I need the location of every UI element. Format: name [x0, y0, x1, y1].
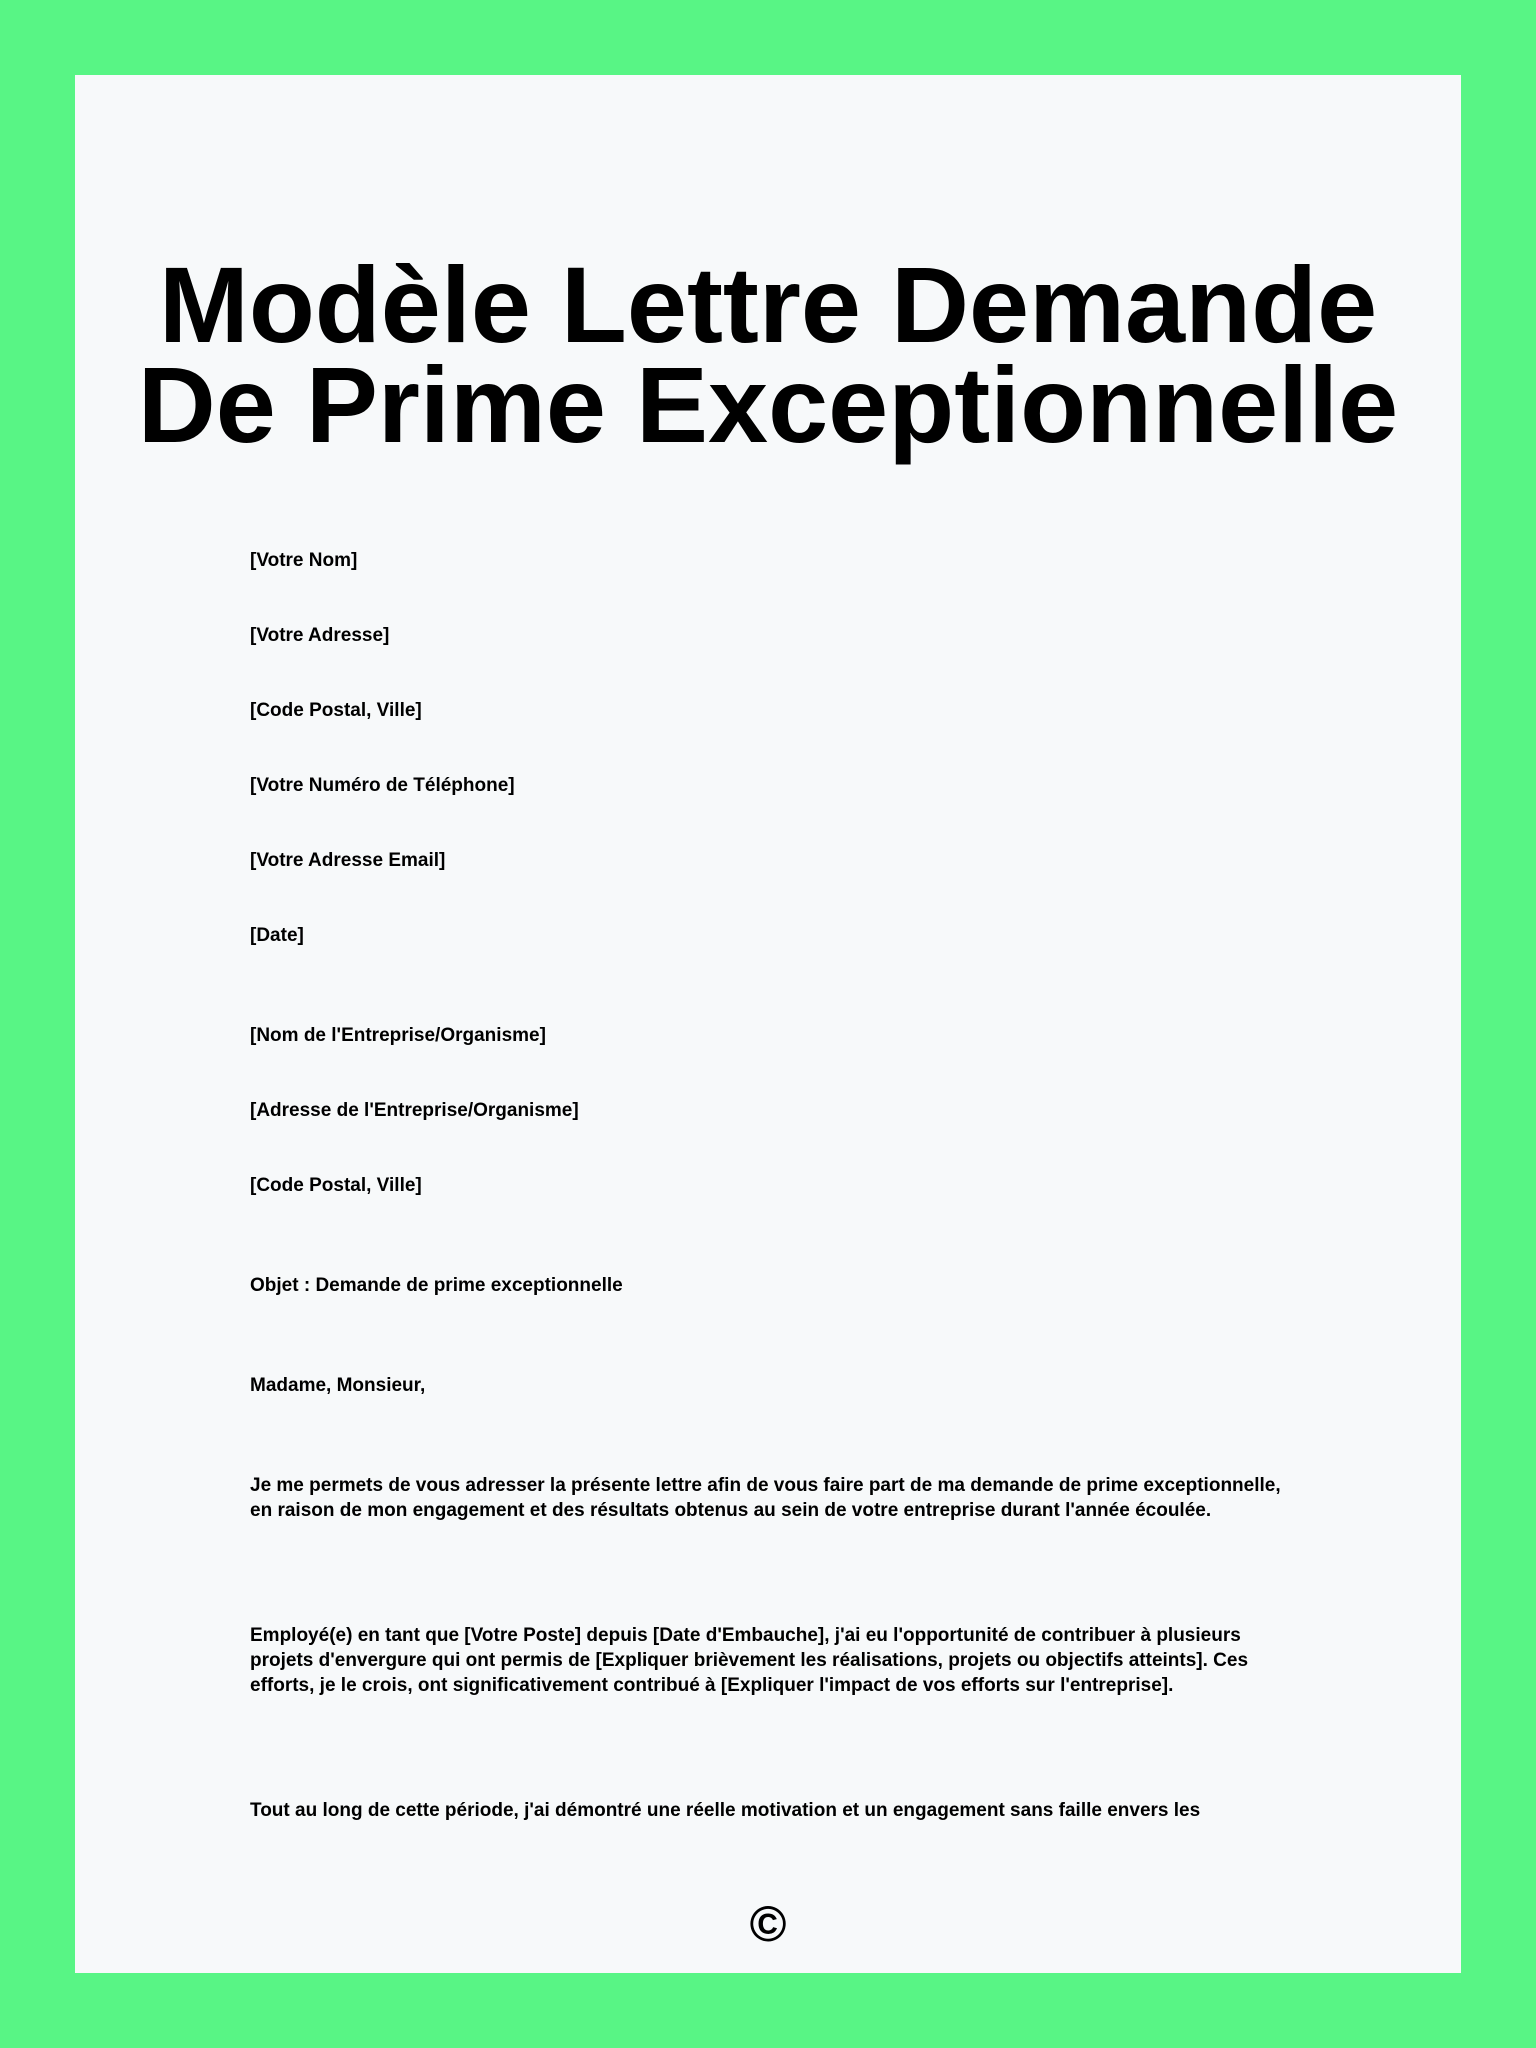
letter-paragraph: Employé(e) en tant que [Votre Poste] depuis [Date d'Embauche], j'ai eu l'opportunité de contribuer à plusieurs projets d'envergure qui ont permis de [Expliquer brièvement les réalisations, projets ou objectifs atteints]. Ces efforts, je le crois, ont significativement contribué à [Expliquer l'impact de vos efforts sur l'entreprise].	[250, 1625, 1249, 1696]
sender-address: [Votre Adresse]	[250, 625, 390, 646]
document-title: Modèle Lettre Demande De Prime Exceptionnelle	[137, 244, 1399, 465]
sender-name: [Votre Nom]	[250, 550, 358, 571]
letter-subject: Objet : Demande de prime exceptionnelle	[250, 1275, 623, 1296]
recipient-postal-city: [Code Postal, Ville]	[250, 1175, 422, 1196]
letter-salutation: Madame, Monsieur,	[250, 1375, 426, 1396]
letter-paragraph: Je me permets de vous adresser la présente lettre afin de vous faire part de ma demande de prime exceptionnelle, en raison de mon engagement et des résultats obtenus au sein de votre entreprise durant l'année écoulée.	[250, 1475, 1281, 1521]
copyright-icon: ©	[749, 1896, 787, 1952]
sender-postal-city: [Code Postal, Ville]	[250, 700, 422, 721]
document-page	[75, 75, 1461, 1973]
sender-email: [Votre Adresse Email]	[250, 850, 446, 871]
letter-paragraph: Tout au long de cette période, j'ai démontré une réelle motivation et un engagement sans faille envers les	[250, 1800, 1201, 1821]
sender-phone: [Votre Numéro de Téléphone]	[250, 775, 515, 796]
letter-date: [Date]	[250, 925, 304, 946]
recipient-company: [Nom de l'Entreprise/Organisme]	[250, 1025, 546, 1046]
recipient-address: [Adresse de l'Entreprise/Organisme]	[250, 1100, 579, 1121]
